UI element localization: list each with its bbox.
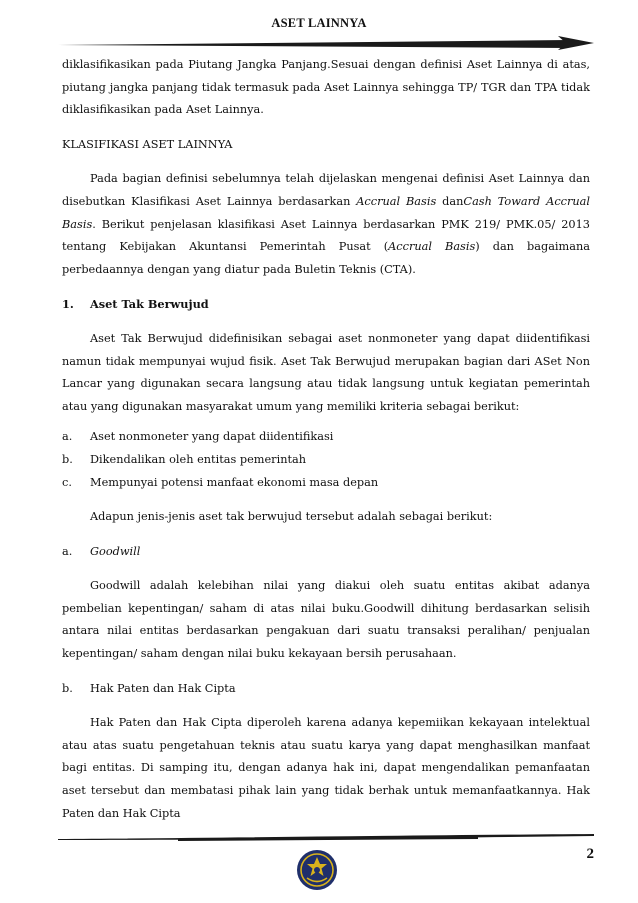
ministry-emblem-icon	[296, 849, 338, 891]
paragraph-definisi-atb: Aset Tak Berwujud didefinisikan sebagai aset nonmoneter yang dapat diidentifikasi namun tidak mempunyai wujud fisik. Aset Tak Berwujud merupakan bagian dari ASet Non Lancar yang digunakan secara langsung atau tidak langsung untuk kegiatan pemerintah atau yang digunakan masyarakat umum yang memiliki kriteria sebagai berikut:	[62, 331, 590, 413]
paragraph-jenis-atb: Adapun jenis-jenis aset tak berwujud tersebut adalah sebagai berikut:	[90, 510, 493, 524]
section-heading-klasifikasi: KLASIFIKASI ASET LAINNYA	[62, 137, 233, 151]
list-item: a. Aset nonmoneter yang dapat diidentifikasi	[62, 430, 334, 444]
running-header-title: ASET LAINNYA	[271, 16, 367, 30]
paragraph-goodwill: Goodwill adalah kelebihan nilai yang diakui oleh suatu entitas akibat adanya pembelian kepentingan/ saham di atas nilai buku.Goodwill dihitung berdasarkan selisih antara nilai entitas berdasarkan pengakuan dari suatu transaksi peralihan/ penjualan kepentingan/ saham dengan nilai buku kekayaan bersih perusahaan.	[62, 579, 590, 661]
list-item: c. Mempunyai potensi manfaat ekonomi masa depan	[62, 475, 379, 489]
list-item: b. Dikendalikan oleh entitas pemerintah	[62, 452, 307, 466]
footer-rule	[58, 834, 594, 844]
page-number: 2	[586, 846, 594, 862]
criteria-list	[62, 426, 590, 494]
document-body	[62, 54, 590, 825]
paragraph-hak-paten: Hak Paten dan Hak Cipta diperoleh karena adanya kepemiikan kekayaan intelektual atau atas suatu pengetahuan teknis atau suatu karya yang dapat menghasilkan manfaat bagi entitas. Di samping itu, dengan adanya hak ini, dapat mengendalikan pemanfaatan aset tersebut dan membatasi pihak lain yang tidak berhak untuk memanfaatkannya. Hak Paten dan Hak Cipta	[62, 716, 590, 820]
subheading-hak-paten: b. Hak Paten dan Hak Cipta	[62, 681, 236, 695]
subheading-goodwill: a. Goodwill	[62, 544, 141, 558]
section-heading-aset-tak-berwujud: 1. Aset Tak Berwujud	[62, 297, 209, 312]
header-arrow-rule	[58, 36, 594, 50]
paragraph-klasifikasi: Pada bagian definisi sebelumnya telah dijelaskan mengenai definisi Aset Lainnya dan disebutkan Klasifikasi Aset Lainnya berdasarkan Accrual Basis danCash Toward Accrual Basis. Berikut penjelasan klasifikasi Aset Lainnya berdasarkan PMK 219/ PMK.05/ 2013 tentang Kebijakan Akuntansi Pemerintah Pusat (Accrual Basis) dan bagaimana perbedaannya dengan yang diatur pada Buletin Teknis (CTA).	[62, 172, 591, 276]
paragraph-continuation: diklasifikasikan pada Piutang Jangka Panjang.Sesuai dengan definisi Aset Lainnya di atas, piutang jangka panjang tidak termasuk pada Aset Lainnya sehingga TP/ TGR dan TPA tidak diklasifikasikan pada Aset Lainnya.	[62, 58, 590, 117]
